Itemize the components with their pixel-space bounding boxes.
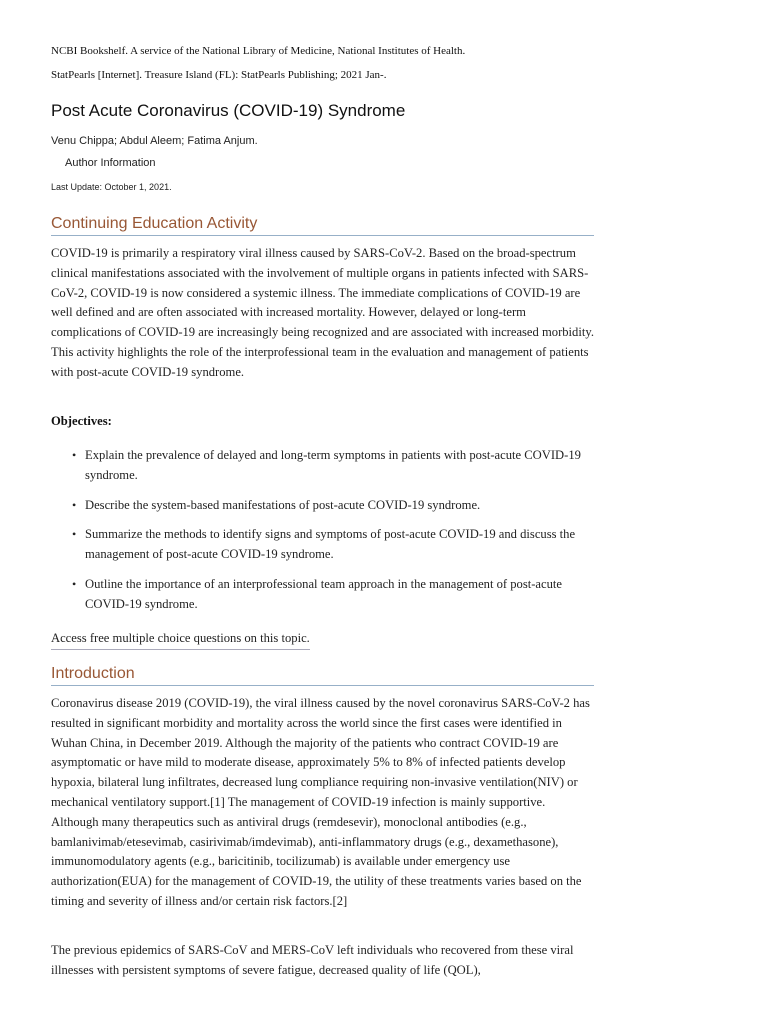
bullet-icon: •: [72, 527, 77, 542]
article-title: Post Acute Coronavirus (COVID-19) Syndrome: [51, 101, 406, 120]
ncbi-bookshelf-line: NCBI Bookshelf. A service of the National Library of Medicine, National Institutes of Health.: [51, 45, 466, 57]
objective-text: Describe the system-based manifestations of post-acute COVID-19 syndrome.: [85, 497, 481, 512]
objectives-list: [51, 446, 594, 625]
statpearls-citation-line: StatPearls [Internet]. Treasure Island (FL): StatPearls Publishing; 2021 Jan-.: [51, 69, 387, 81]
last-update-date: Last Update: October 1, 2021.: [51, 182, 172, 192]
objective-item: [51, 575, 594, 615]
objective-item: [51, 496, 594, 516]
author-list: Venu Chippa; Abdul Aleem; Fatima Anjum.: [51, 135, 258, 147]
objective-text: Explain the prevalence of delayed and long-term symptoms in patients with post-acute COVID-19 syndrome.: [85, 448, 581, 482]
author-information-toggle[interactable]: Author Information: [65, 157, 156, 169]
objective-text: Summarize the methods to identify signs and symptoms of post-acute COVID-19 and discuss the management of post-acute COVID-19 syndrome.: [85, 527, 576, 562]
objective-item: [51, 525, 594, 565]
objective-text: Outline the importance of an interprofessional team approach in the management of post-acute COVID-19 syndrome.: [85, 576, 562, 611]
introduction-paragraph-2: The previous epidemics of SARS-CoV and MERS-CoV left individuals who recovered from these viral illnesses with persistent symptoms of severe fatigue, decreased quality of life (QOL),: [51, 943, 574, 977]
continuing-education-paragraph: COVID-19 is primarily a respiratory viral illness caused by SARS-CoV-2. Based on the broad-spectrum clinical manifestations associated with the involvement of multiple organs in patients infected with SARS-CoV-2, COVID-19 is now considered a systemic illness. The immediate complications of COVID-19 are well defined and are often associated with increased mortality. However, delayed or long-term complications of COVID-19 are increasingly being recognized and are associated with increased morbidity. This activity highlights the role of the interprofessional team in the evaluation and management of patients with post-acute COVID-19 syndrome.: [51, 246, 594, 379]
continuing-education-heading: Continuing Education Activity: [51, 215, 594, 236]
objective-item: [51, 446, 594, 486]
objectives-label: Objectives:: [51, 414, 112, 428]
introduction-paragraph-1: Coronavirus disease 2019 (COVID-19), the viral illness caused by the novel coronavirus SARS-CoV-2 has resulted in significant morbidity and mortality across the world since the first cases were identified in Wuhan China, in December 2019. Although the majority of the patients who contract COVID-19 are asymptomatic or have mild to moderate disease, approximately 5% to 8% of infected patients develop hypoxia, bilateral lung infiltrates, decreased lung compliance requiring non-invasive ventilation(NIV) or mechanical ventilatory support.[1] The management of COVID-19 infection is mainly supportive. Although many therapeutics such as antiviral drugs (remdesevir), monoclonal antibodies (e.g., bamlanivimab/etesevimab, casirivimab/imdevimab), anti-inflammatory drugs (e.g., dexamethasone), immunomodulatory agents (e.g., baricitinib, tocilizumab) is available under emergency use authorization(EUA) for the management of COVID-19, the utility of these treatments varies based on the timing and severity of illness and/or certain risk factors.[2]: [51, 696, 590, 908]
mcq-access-link[interactable]: Access free multiple choice questions on this topic.: [51, 629, 310, 650]
bullet-icon: •: [72, 576, 77, 591]
bullet-icon: •: [72, 448, 77, 462]
introduction-heading: Introduction: [51, 665, 594, 686]
bullet-icon: •: [72, 497, 77, 512]
